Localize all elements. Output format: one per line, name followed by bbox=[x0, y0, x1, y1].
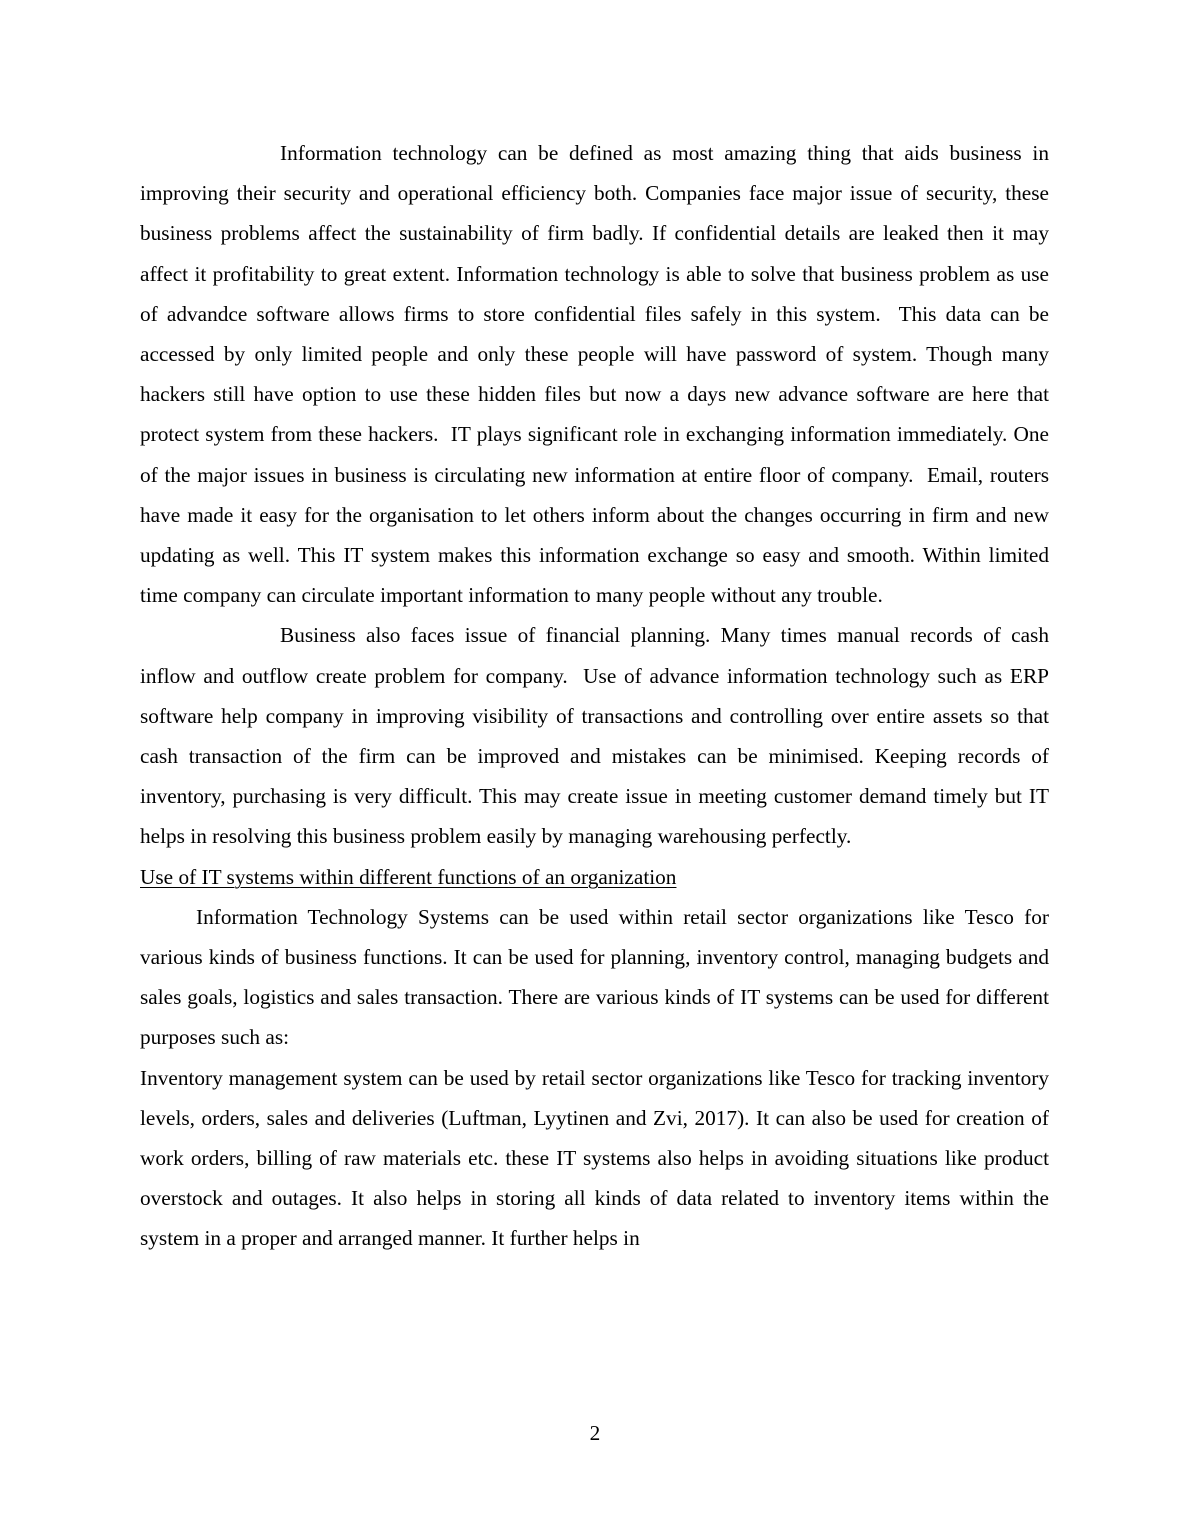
paragraph-it-systems-intro: Information Technology Systems can be used within retail sector organizations like Tesco for various kinds of business functions. It can be used for planning, inventory control, managing budgets and sales goals, logistics and sales transaction. There are various kinds of IT systems can be used for different purposes such as: bbox=[140, 904, 1055, 1050]
page-number: 2 bbox=[589, 1421, 601, 1445]
paragraph-financial-planning: Business also faces issue of financial planning. Many times manual records of cash inflow and outflow create problem for company. Use of advance information technology such as ERP software help company in improving visibility of transactions and controlling over entire assets so that cash transaction of the firm can be improved and mistakes can be minimised. Keeping records of inventory, purchasing is very difficult. This may create issue in meeting customer demand timely but IT helps in resolving this business problem easily by managing warehousing perfectly. bbox=[140, 623, 1055, 849]
paragraph-inventory-management: Inventory management system can be used by retail sector organizations like Tesco for tracking inventory levels, orders, sales and deliveries (Luftman, Lyytinen and Zvi, 2017). It can also be used for creation of work orders, billing of raw materials etc. these IT systems also helps in avoiding situations like product overstock and outages. It also helps in storing all kinds of data related to inventory items within the system in a proper and arranged manner. It further helps in bbox=[140, 1065, 1055, 1251]
paragraph-it-security: Information technology can be defined as most amazing thing that aids business in improving their security and operational efficiency both. Companies face major issue of security, these business problems affect the sustainability of firm badly. If confidential details are leaked then it may affect it profitability to great extent. Information technology is able to solve that business problem as use of advandce software allows firms to store confidential files safely in this system. This data can be accessed by only limited people and only these people will have password of system. Though many hackers still have option to use these hidden files but now a days new advance software are here that protect system from these hackers. IT plays significant role in exchanging information immediately. One of the major issues in business is circulating new information at entire floor of company. Email, routers have made it easy for the organisation to let others inform about the changes occurring in firm and new updating as well. This IT system makes this information exchange so easy and smooth. Within limited time company can circulate important information to many people without any trouble. bbox=[140, 141, 1055, 608]
body-text bbox=[140, 133, 1055, 1259]
section-heading: Use of IT systems within different functions of an organization bbox=[140, 864, 677, 889]
